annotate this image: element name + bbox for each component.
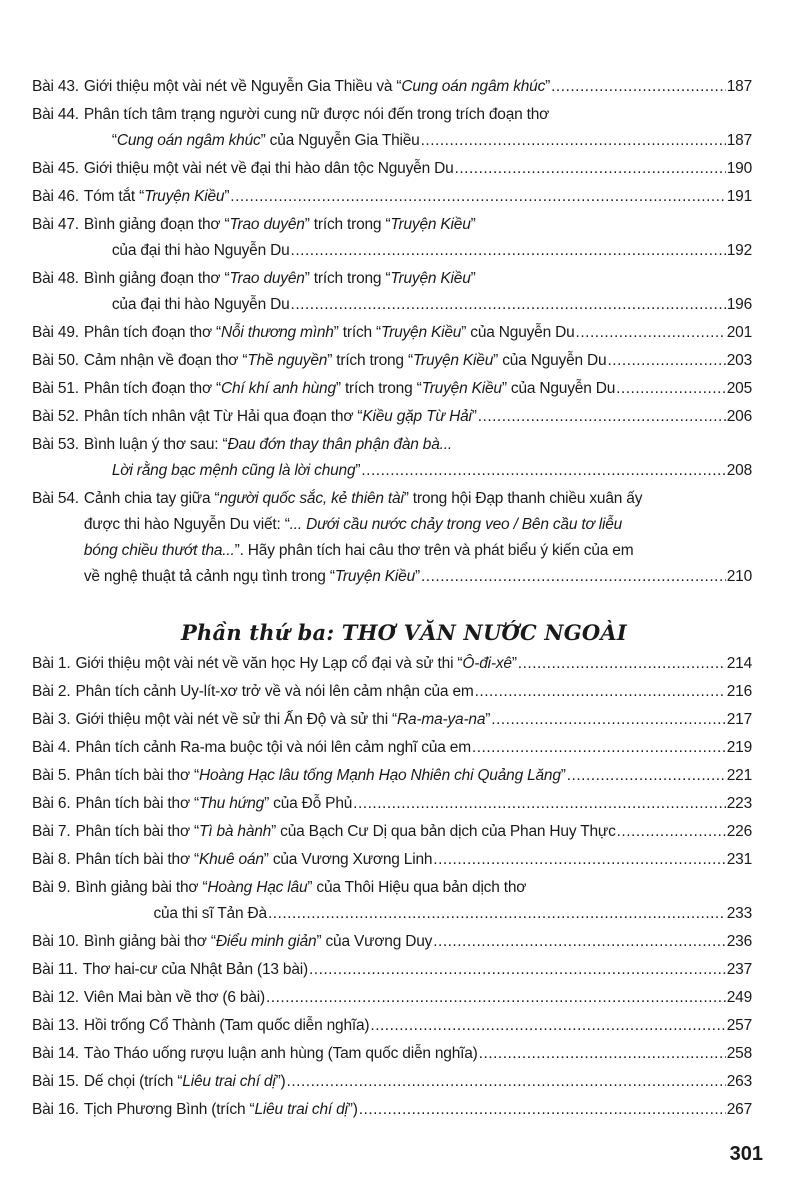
toc-entry (32, 486, 752, 590)
toc-entry-number: Bài 5. (32, 767, 71, 784)
toc-text: của đại thi hào Nguyễn Du (111, 296, 290, 313)
toc-page-number: 205 (726, 380, 752, 397)
italic-title-text: người quốc sắc, kẻ thiên tài (219, 490, 404, 507)
toc-page-number: 219 (726, 739, 752, 756)
toc-entry-title (84, 486, 752, 590)
toc-text: Phân tích tâm trạng người cung nữ được nói đến trong trích đoạn thơ (83, 106, 550, 123)
italic-title-text: Lời rằng bạc mệnh cũng là lời chung (111, 462, 356, 479)
dot-leader (491, 707, 726, 733)
toc-entry-number: Bài 8. (32, 851, 71, 868)
toc-text: Phân tích bài thơ “ (75, 851, 199, 868)
toc-text: Phân tích bài thơ “ (75, 767, 199, 784)
toc-entry-number: Bài 1. (32, 655, 71, 672)
dot-leader (551, 74, 726, 100)
toc-page-number: 192 (726, 242, 752, 259)
toc-text: ” của Nguyễn Du (461, 324, 575, 341)
dot-leader (478, 404, 726, 430)
toc-entry (32, 847, 752, 873)
toc-entry-title (75, 679, 752, 705)
toc-entry (32, 156, 752, 182)
toc-page-number: 216 (726, 683, 752, 700)
toc-text: Bình giảng đoạn thơ “ (83, 216, 230, 233)
toc-entry-number: Bài 46. (32, 188, 79, 205)
toc-text: ”) (347, 1101, 358, 1118)
toc-entry (32, 184, 752, 210)
toc-page-number: 226 (726, 823, 752, 840)
toc-entry (32, 735, 752, 761)
italic-title-text: Hoàng Hạc lâu (207, 879, 308, 896)
toc-entry-title (84, 184, 752, 210)
toc-text: ” trích trong “ (304, 216, 391, 233)
toc-entry-number: Bài 11. (32, 961, 78, 978)
toc-entry (32, 957, 752, 983)
toc-entry-title (75, 763, 752, 789)
toc-entry (32, 74, 752, 100)
toc-entry-number: Bài 15. (32, 1073, 79, 1090)
toc-text: Phân tích đoạn thơ “ (83, 380, 222, 397)
toc-text: Cảnh chia tay giữa “ (83, 490, 220, 507)
toc-entry-title (75, 819, 752, 845)
toc-page-number: 206 (726, 408, 752, 425)
dot-leader (607, 348, 725, 374)
dot-leader (421, 564, 726, 590)
dot-leader (230, 184, 725, 210)
dot-leader (268, 901, 726, 927)
dot-leader (266, 985, 726, 1011)
toc-page-number: 263 (726, 1073, 752, 1090)
toc-entry-number: Bài 51. (32, 380, 79, 397)
dot-leader (576, 320, 726, 346)
toc-entry (32, 679, 752, 705)
toc-page-number: 257 (726, 1017, 752, 1034)
toc-entry-title (84, 929, 752, 955)
toc-entry-title (84, 102, 752, 154)
toc-entry-title (84, 156, 752, 182)
toc-list-part-two-end (32, 72, 752, 590)
italic-title-text: Hoàng Hạc lâu tống Mạnh Hạo Nhiên chi Quảng Lăng (198, 767, 561, 784)
dot-leader (370, 1013, 725, 1039)
toc-page-number: 191 (726, 188, 752, 205)
toc-text: Bình giảng đoạn thơ “ (83, 270, 230, 287)
section-title: Phần thứ ba: THƠ VĂN NƯỚC NGOÀI (181, 620, 627, 645)
toc-text: ” của Vương Duy (316, 933, 433, 950)
toc-entry-number: Bài 7. (32, 823, 71, 840)
toc-text: ” (545, 78, 551, 95)
toc-text: ” của Bạch Cư Dị qua bản dịch của Phan Huy Thực (271, 823, 616, 840)
toc-text: Giới thiệu một vài nét về sử thi Ấn Độ và sử thi “ (75, 711, 398, 728)
italic-title-text: Khuê oán (198, 851, 264, 868)
toc-entry-number: Bài 49. (32, 324, 79, 341)
italic-title-text: Trao duyên (229, 216, 305, 233)
toc-page-number: 233 (726, 905, 752, 922)
toc-entry-title (84, 1041, 752, 1067)
toc-entry-title (84, 74, 752, 100)
toc-entry (32, 320, 752, 346)
toc-entry-number: Bài 2. (32, 683, 71, 700)
toc-text: của thi sĩ Tản Đà (153, 905, 267, 922)
toc-entry-title (75, 735, 752, 761)
toc-text: ” trích trong “ (335, 380, 422, 397)
dot-leader (617, 819, 726, 845)
toc-entry-title (84, 432, 752, 484)
toc-page-number: 196 (726, 296, 752, 313)
toc-entry-number: Bài 53. (32, 436, 79, 453)
toc-entry (32, 763, 752, 789)
italic-title-text: Trao duyên (229, 270, 305, 287)
italic-title-text: bóng chiều thướt tha... (83, 542, 235, 559)
dot-leader (359, 1097, 726, 1123)
toc-entry-title (84, 212, 752, 264)
italic-title-text: Truyện Kiều (390, 270, 471, 287)
toc-page-number: 221 (726, 767, 752, 784)
italic-title-text: Truyện Kiều (412, 352, 494, 369)
toc-entry-number: Bài 6. (32, 795, 71, 812)
toc-entry-number: Bài 12. (32, 989, 79, 1006)
toc-text: Cảm nhận về đoạn thơ “ (83, 352, 248, 369)
dot-leader (361, 458, 725, 484)
toc-page-number: 236 (726, 933, 752, 950)
dot-leader (455, 156, 726, 182)
toc-entry-number: Bài 14. (32, 1045, 79, 1062)
toc-entry (32, 266, 752, 318)
toc-text: “ (111, 132, 117, 149)
dot-leader (479, 1041, 726, 1067)
toc-entry-title (84, 1013, 752, 1039)
toc-text: ” (560, 767, 566, 784)
toc-page-number: 214 (726, 655, 752, 672)
italic-title-text: Liêu trai chí dị (182, 1073, 276, 1090)
toc-text: ” (224, 188, 230, 205)
dot-leader (309, 957, 726, 983)
toc-page-number: 210 (726, 568, 752, 585)
italic-title-text: Thề nguyền (247, 352, 328, 369)
italic-title-text: Truyện Kiều (381, 324, 462, 341)
toc-entry (32, 404, 752, 430)
toc-entry-number: Bài 13. (32, 1017, 79, 1034)
toc-entry (32, 651, 752, 677)
toc-text: ” (470, 270, 476, 287)
toc-entry (32, 1013, 752, 1039)
toc-entry (32, 212, 752, 264)
toc-page-number: 223 (726, 795, 752, 812)
toc-entry (32, 929, 752, 955)
toc-entry-number: Bài 16. (32, 1101, 79, 1118)
toc-text: ” của Nguyễn Gia Thiều (260, 132, 420, 149)
toc-entry-number: Bài 4. (32, 739, 71, 756)
toc-page-number: 267 (726, 1101, 752, 1118)
dot-leader (291, 238, 726, 264)
toc-entry-title (75, 651, 752, 677)
toc-text: ” (355, 462, 361, 479)
toc-text: ” của Nguyễn Du (501, 380, 616, 397)
toc-entry-title (84, 348, 752, 374)
italic-title-text: Chí khí anh hùng (221, 380, 336, 397)
toc-page-number: 190 (726, 160, 752, 177)
dot-leader (518, 651, 726, 677)
toc-text: Giới thiệu một vài nét về văn học Hy Lạp cổ đại và sử thi “ (75, 655, 463, 672)
toc-entry (32, 791, 752, 817)
italic-title-text: Truyện Kiều (144, 188, 225, 205)
toc-entry (32, 376, 752, 402)
toc-text: ”) (275, 1073, 286, 1090)
toc-entry-title (84, 320, 752, 346)
toc-entry-number: Bài 48. (32, 270, 79, 287)
toc-text: ” (511, 655, 517, 672)
italic-title-text: Đau đớn thay thân phận đàn bà... (227, 436, 452, 453)
toc-page-number: 249 (726, 989, 752, 1006)
toc-text: ” (415, 568, 420, 585)
toc-entry-number: Bài 10. (32, 933, 79, 950)
italic-title-text: Nỗi thương mình (221, 324, 334, 341)
toc-text: Giới thiệu một vài nét về đại thi hào dân tộc Nguyễn Du (83, 160, 454, 177)
toc-text: Dế chọi (trích “ (83, 1073, 183, 1090)
toc-entry-title (84, 404, 752, 430)
toc-entry (32, 707, 752, 733)
toc-text: ” (485, 711, 491, 728)
toc-text: Bình giảng bài thơ “ (83, 933, 216, 950)
toc-text: ” của Thôi Hiệu qua bản dịch thơ (307, 879, 527, 896)
toc-text: ” của Đỗ Phủ (264, 795, 353, 812)
toc-entry-number: Bài 45. (32, 160, 79, 177)
toc-entry-title (84, 1097, 752, 1123)
toc-entry-title (84, 266, 752, 318)
toc-entry-number: Bài 47. (32, 216, 79, 233)
toc-entry-title (84, 376, 752, 402)
italic-title-text: Truyện Kiều (390, 216, 471, 233)
toc-text: ”. Hãy phân tích hai câu thơ trên và phát biểu ý kiến của em (234, 542, 634, 559)
toc-entry-title (84, 1069, 752, 1095)
toc-text: ” (470, 216, 476, 233)
toc-text: về nghệ thuật tả cảnh ngụ tình trong “ (83, 568, 335, 585)
toc-text: Bình luận ý thơ sau: “ (83, 436, 228, 453)
toc-entry-title (75, 791, 752, 817)
italic-title-text: Cung oán ngâm khúc (116, 132, 261, 149)
toc-text: ” trích trong “ (327, 352, 413, 369)
toc-text: của đại thi hào Nguyễn Du (111, 242, 290, 259)
dot-leader (472, 735, 726, 761)
dot-leader (567, 763, 726, 789)
toc-text: Tào Tháo uống rượu luận anh hùng (Tam quốc diễn nghĩa) (83, 1045, 478, 1062)
toc-page-number: 231 (726, 851, 752, 868)
toc-text: Giới thiệu một vài nét về Nguyễn Gia Thiều và “ (83, 78, 402, 95)
toc-text: Phân tích cảnh Uy-lít-xơ trở về và nói lên cảm nhận của em (75, 683, 474, 700)
toc-entry (32, 985, 752, 1011)
toc-text: Tóm tắt “ (83, 188, 145, 205)
toc-entry-number: Bài 3. (32, 711, 71, 728)
toc-entry-number: Bài 9. (32, 879, 71, 896)
italic-title-text: Truyện Kiều (334, 568, 416, 585)
toc-text: ” của Vương Xương Linh (263, 851, 433, 868)
toc-entry (32, 1041, 752, 1067)
toc-entry-number: Bài 50. (32, 352, 79, 369)
toc-text: Viên Mai bàn về thơ (6 bài) (83, 989, 265, 1006)
toc-text: ” trong hội Đạp thanh chiều xuân ấy (403, 490, 643, 507)
dot-leader (475, 679, 726, 705)
toc-entry (32, 875, 752, 927)
toc-text: Phân tích đoạn thơ “ (83, 324, 222, 341)
toc-entry (32, 819, 752, 845)
toc-text: Phân tích bài thơ “ (75, 823, 199, 840)
toc-text: Hồi trống Cổ Thành (Tam quốc diễn nghĩa) (83, 1017, 370, 1034)
toc-entry (32, 1069, 752, 1095)
toc-page-number: 258 (726, 1045, 752, 1062)
toc-page-number: 201 (726, 324, 752, 341)
italic-title-text: Điểu minh giản (215, 933, 317, 950)
toc-text: Bình giảng bài thơ “ (75, 879, 208, 896)
italic-title-text: Ra-ma-ya-na (397, 711, 486, 728)
toc-page-number: 208 (726, 462, 752, 479)
toc-entry-title (83, 957, 752, 983)
dot-leader (616, 376, 726, 402)
italic-title-text: Kiều gặp Từ Hải (362, 408, 472, 425)
toc-entry (32, 432, 752, 484)
toc-entry-title (75, 875, 752, 927)
toc-entry-title (75, 707, 752, 733)
toc-text: ” (471, 408, 477, 425)
toc-entry-title (84, 985, 752, 1011)
toc-text: Thơ hai-cư của Nhật Bản (13 bài) (82, 961, 308, 978)
toc-page-number: 237 (726, 961, 752, 978)
italic-title-text: Ô-đi-xê (462, 655, 512, 672)
dot-leader (433, 847, 725, 873)
italic-title-text: Tì bà hành (198, 823, 272, 840)
toc-entry (32, 102, 752, 154)
italic-title-text: Thu hứng (198, 795, 265, 812)
toc-entry (32, 348, 752, 374)
toc-entry-title (75, 847, 752, 873)
italic-title-text: Truyện Kiều (421, 380, 502, 397)
toc-text: ” trích “ (333, 324, 381, 341)
toc-entry (32, 1097, 752, 1123)
toc-page-number: 217 (726, 711, 752, 728)
italic-title-text: ... Dưới cầu nước chảy trong veo / Bên cầu tơ liễu (289, 516, 623, 533)
dot-leader (433, 929, 726, 955)
toc-entry-number: Bài 43. (32, 78, 79, 95)
dot-leader (353, 791, 726, 817)
toc-text: ” trích trong “ (304, 270, 391, 287)
dot-leader (421, 128, 726, 154)
page-number: 301 (729, 1143, 763, 1165)
toc-page-number: 187 (726, 78, 752, 95)
toc-text: Tịch Phương Bình (trích “ (83, 1101, 255, 1118)
dot-leader (291, 292, 726, 318)
toc-text: Phân tích bài thơ “ (75, 795, 199, 812)
toc-page-number: 203 (726, 352, 752, 369)
italic-title-text: Cung oán ngâm khúc (401, 78, 546, 95)
toc-text: Phân tích cảnh Ra-ma buộc tội và nói lên cảm nghĩ của em (75, 739, 471, 756)
toc-entry-number: Bài 54. (32, 490, 79, 507)
toc-page-number: 187 (726, 132, 752, 149)
toc-text: Phân tích nhân vật Từ Hải qua đoạn thơ “ (83, 408, 363, 425)
toc-list-part-three (32, 649, 752, 1123)
dot-leader (287, 1069, 726, 1095)
toc-entry-number: Bài 52. (32, 408, 79, 425)
italic-title-text: Liêu trai chí dị (254, 1101, 348, 1118)
toc-text: được thi hào Nguyễn Du viết: “ (83, 516, 290, 533)
toc-text: ” của Nguyễn Du (493, 352, 607, 369)
toc-entry-number: Bài 44. (32, 106, 79, 123)
